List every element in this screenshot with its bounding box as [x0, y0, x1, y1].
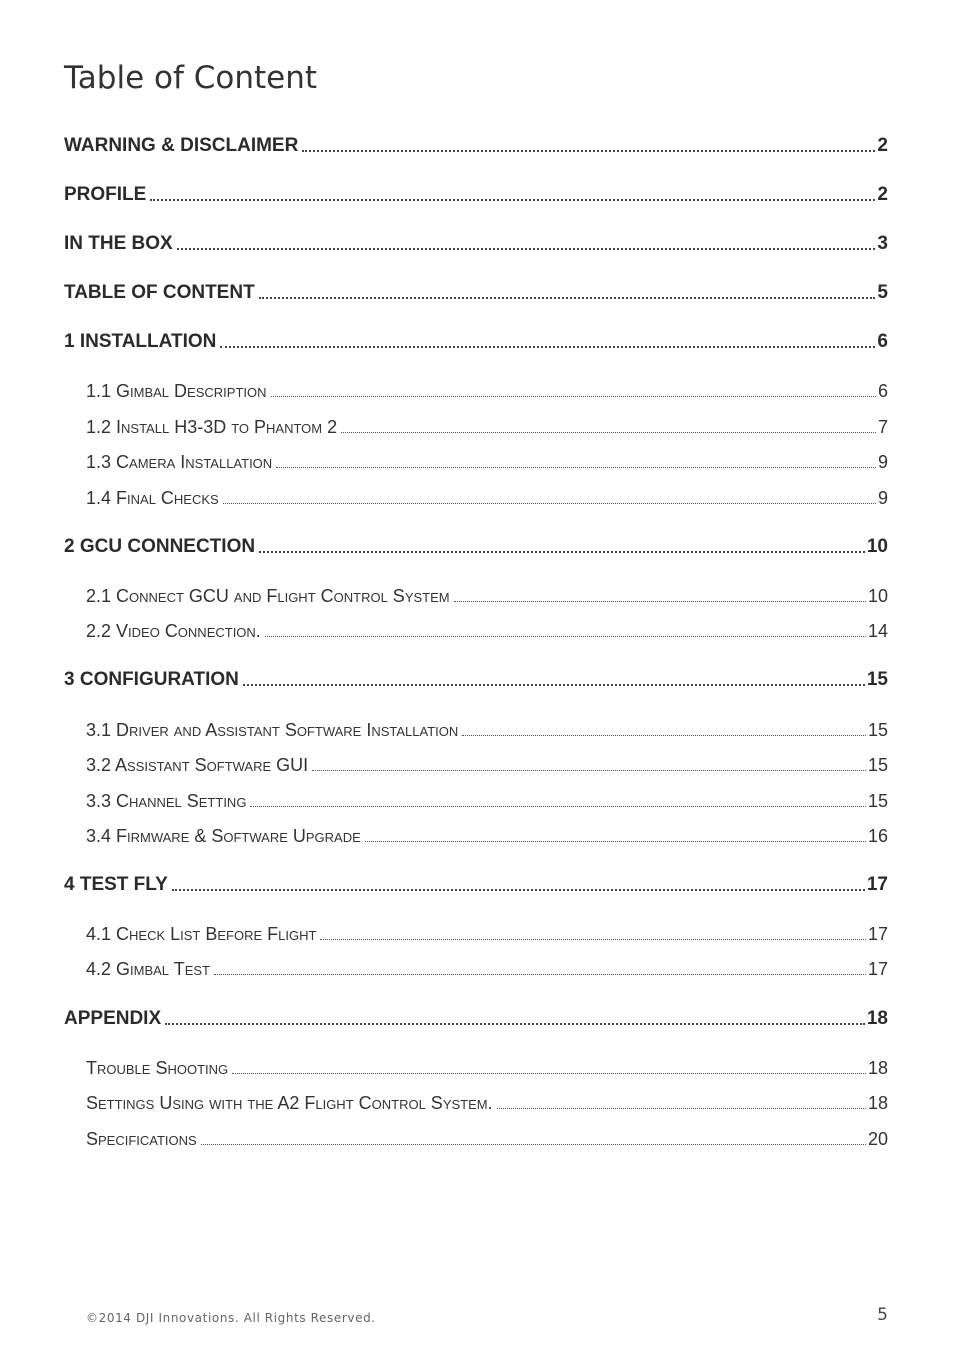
toc-entry-trouble-shooting[interactable] [86, 1058, 888, 1079]
toc-entry-page: 2 [877, 135, 888, 156]
toc-entry-page: 6 [877, 381, 888, 401]
toc-entry-label: 1.1 Gimbal Description [86, 381, 267, 401]
dot-leader [312, 770, 866, 771]
toc-entry-page: 10 [867, 586, 888, 606]
toc-entry-final-checks[interactable] [86, 488, 888, 509]
toc-entry-page: 20 [867, 1129, 888, 1149]
toc-entry-page: 9 [877, 452, 888, 472]
dot-leader [232, 1073, 866, 1074]
toc-entry-connect-gcu[interactable] [86, 586, 888, 607]
dot-leader [177, 248, 876, 250]
toc-entry-label: Settings Using with the A2 Flight Control System. [86, 1093, 493, 1113]
dot-leader [243, 684, 865, 686]
toc-entry-page: 9 [877, 488, 888, 508]
page-title: Table of Content [64, 60, 318, 96]
toc-entry-gcu-connection[interactable] [64, 536, 888, 558]
toc-entry-profile[interactable] [64, 184, 888, 206]
toc-entry-page: 5 [877, 282, 888, 303]
dot-leader [365, 841, 866, 842]
toc-entry-label: 1 INSTALLATION [64, 331, 217, 352]
toc-entry-page: 6 [877, 331, 888, 352]
dot-leader [276, 467, 876, 468]
toc-entry-configuration[interactable] [64, 669, 888, 691]
toc-entry-firmware-upgrade[interactable] [86, 826, 888, 847]
dot-leader [259, 551, 865, 553]
dot-leader [214, 974, 866, 975]
toc-entry-label: PROFILE [64, 184, 147, 205]
toc-entry-label: TABLE OF CONTENT [64, 282, 255, 303]
toc-entry-page: 15 [867, 755, 888, 775]
toc-entry-page: 17 [866, 874, 888, 895]
toc-entry-check-list[interactable] [86, 924, 888, 945]
toc-entry-label: 4.1 Check List Before Flight [86, 924, 317, 944]
toc-entry-in-the-box[interactable] [64, 233, 888, 255]
toc-entry-label: IN THE BOX [64, 233, 173, 254]
dot-leader [220, 346, 875, 348]
toc-entry-label: 3.3 Channel Setting [86, 791, 247, 811]
toc-entry-table-of-content[interactable] [64, 282, 888, 304]
toc-entry-page: 10 [866, 536, 888, 557]
toc-entry-label: 4 TEST FLY [64, 874, 168, 895]
toc-entry-install-h3-3d[interactable] [86, 417, 888, 438]
toc-entry-label: 3.1 Driver and Assistant Software Installation [86, 720, 459, 740]
toc-entry-label: 3.4 Firmware & Software Upgrade [86, 826, 361, 846]
toc-entry-page: 15 [867, 720, 888, 740]
dot-leader [454, 601, 866, 602]
toc-entry-specifications[interactable] [86, 1129, 888, 1150]
toc-entry-channel-setting[interactable] [86, 791, 888, 812]
toc-entry-label: 3 CONFIGURATION [64, 669, 239, 690]
dot-leader [320, 939, 866, 940]
dot-leader [302, 150, 875, 152]
toc-entry-page: 2 [877, 184, 888, 205]
toc-entry-label: 4.2 Gimbal Test [86, 959, 210, 979]
toc-entry-label: 2.1 Connect GCU and Flight Control System [86, 586, 450, 606]
toc-entry-installation[interactable] [64, 331, 888, 353]
toc-entry-page: 14 [867, 621, 888, 641]
dot-leader [462, 735, 866, 736]
dot-leader [271, 396, 876, 397]
toc-entry-page: 3 [877, 233, 888, 254]
toc-entry-video-connection[interactable] [86, 621, 888, 642]
footer-page-number: 5 [877, 1305, 888, 1325]
toc-entry-test-fly[interactable] [64, 874, 888, 896]
toc-entry-label: 3.2 Assistant Software GUI [86, 755, 309, 775]
toc-entry-page: 15 [867, 791, 888, 811]
toc-entry-label: Trouble Shooting [86, 1058, 229, 1078]
dot-leader [250, 806, 866, 807]
toc-entry-appendix[interactable] [64, 1008, 888, 1030]
toc-entry-page: 16 [867, 826, 888, 846]
dot-leader [165, 1023, 865, 1025]
toc-entry-page: 7 [877, 417, 888, 437]
toc-entry-driver-installation[interactable] [86, 720, 888, 741]
dot-leader [259, 297, 876, 299]
toc-entry-label: APPENDIX [64, 1008, 162, 1029]
footer-copyright: ©2014 DJI Innovations. All Rights Reserved. [86, 1311, 376, 1325]
toc-entry-camera-installation[interactable] [86, 452, 888, 473]
toc-entry-label: 1.4 Final Checks [86, 488, 219, 508]
toc-entry-page: 17 [867, 924, 888, 944]
toc-entry-assistant-gui[interactable] [86, 755, 888, 776]
dot-leader [172, 889, 865, 891]
dot-leader [223, 503, 876, 504]
dot-leader [265, 636, 866, 637]
dot-leader [201, 1144, 866, 1145]
toc-entry-page: 18 [867, 1093, 888, 1113]
toc-entry-gimbal-description[interactable] [86, 381, 888, 402]
dot-leader [497, 1108, 866, 1109]
toc-entry-label: Specifications [86, 1129, 197, 1149]
toc-entry-a2-settings[interactable] [86, 1093, 888, 1114]
toc-entry-page: 18 [866, 1008, 888, 1029]
toc-entry-page: 18 [867, 1058, 888, 1078]
toc-entry-gimbal-test[interactable] [86, 959, 888, 980]
dot-leader [341, 432, 876, 433]
toc-entry-label: 1.2 Install H3-3D to Phantom 2 [86, 417, 338, 437]
toc-entry-page: 17 [867, 959, 888, 979]
toc-entry-warning-disclaimer[interactable] [64, 135, 888, 157]
toc-entry-label: 2 GCU CONNECTION [64, 536, 256, 557]
toc-entry-page: 15 [866, 669, 888, 690]
toc-entry-label: 2.2 Video Connection. [86, 621, 261, 641]
toc-entry-label: WARNING & DISCLAIMER [64, 135, 299, 156]
toc-entry-label: 1.3 Camera Installation [86, 452, 273, 472]
dot-leader [150, 199, 875, 201]
